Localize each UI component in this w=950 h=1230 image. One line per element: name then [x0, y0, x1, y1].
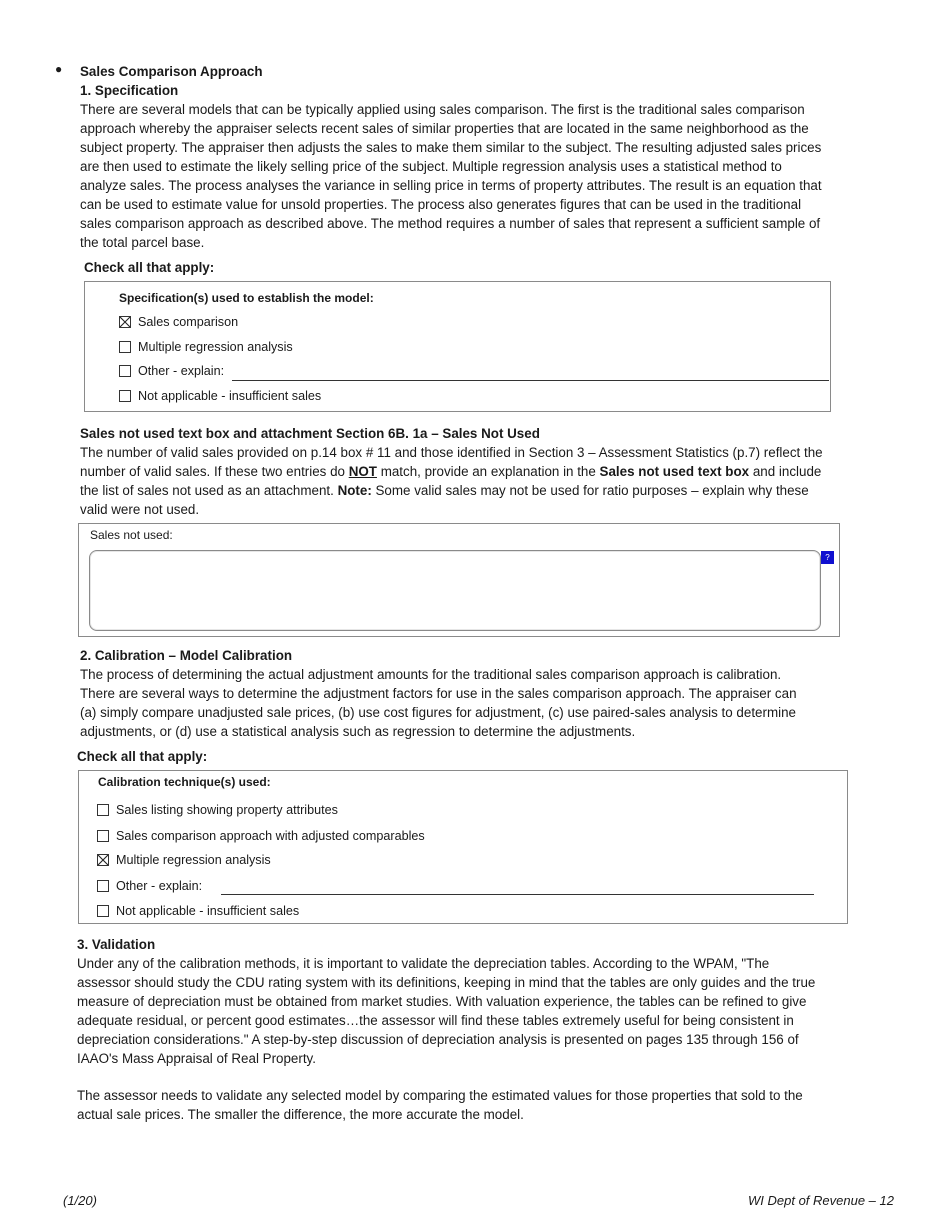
- section-heading-sales-comparison: Sales Comparison Approach: [80, 64, 263, 79]
- checkbox-icon[interactable]: [97, 880, 109, 892]
- text-line: There are several ways to determine the adjustment factors for use in the sales comparison approach. The appraiser can: [80, 686, 797, 701]
- option-multiple-regression[interactable]: [97, 853, 271, 867]
- sales-not-used-paragraph: [80, 443, 920, 519]
- calibration-box-title: Calibration technique(s) used:: [98, 775, 271, 789]
- text-line: adjustments, or (d) use a statistical analysis such as regression to determine the adjustments.: [80, 724, 636, 739]
- option-label: Sales listing showing property attributes: [116, 803, 338, 817]
- text-line: measure of depreciation must be obtained from market studies. With valuation experience, the tables can be refined to give: [77, 994, 807, 1009]
- text-line: depreciation considerations." A step-by-step discussion of depreciation analysis is presented on pages 135 through 156 of: [77, 1032, 799, 1047]
- other-explain-line[interactable]: [232, 380, 829, 381]
- text-line: Under any of the calibration methods, it is important to validate the depreciation tables. According to the WPAM, "The: [77, 956, 770, 971]
- specification-form-box: [84, 281, 831, 412]
- option-label: Multiple regression analysis: [138, 340, 293, 354]
- checkbox-icon[interactable]: [119, 341, 131, 353]
- text-span: the list of sales not used as an attachment.: [80, 483, 338, 498]
- option-sales-listing[interactable]: [97, 803, 338, 817]
- text-line: the total parcel base.: [80, 235, 205, 250]
- checkbox-icon[interactable]: [97, 830, 109, 842]
- text-line: sales comparison approach as described above. The method requires a number of sales that represent a sufficient sample of: [80, 216, 821, 231]
- sales-not-used-label: Sales not used:: [90, 528, 173, 542]
- footer-date: (1/20): [63, 1193, 97, 1208]
- text-line: There are several models that can be typically applied using sales comparison. The first is the traditional sales comparison: [80, 102, 805, 117]
- note-emphasis: Note:: [337, 483, 372, 498]
- bullet-icon: ●: [55, 62, 63, 76]
- text-line: (a) simply compare unadjusted sale prices, (b) use cost figures for adjustment, (c) use paired-sales analysis to determine: [80, 705, 796, 720]
- checkbox-checked-icon[interactable]: [119, 316, 131, 328]
- text-line: The assessor needs to validate any selected model by comparing the estimated values for those properties that sold to the: [77, 1088, 803, 1103]
- text-line: [80, 481, 920, 500]
- sales-not-used-textarea[interactable]: [89, 550, 821, 631]
- text-line: The process of determining the actual adjustment amounts for the traditional sales comparison approach is calibration.: [80, 667, 782, 682]
- validation-paragraph-1: [77, 954, 917, 1068]
- text-line: valid were not used.: [80, 502, 200, 517]
- option-sales-comparison-adjusted[interactable]: [97, 829, 425, 843]
- checkbox-icon[interactable]: [119, 390, 131, 402]
- validation-heading: 3. Validation: [77, 937, 156, 952]
- text-line: [80, 462, 920, 481]
- text-span: match, provide an explanation in the: [376, 464, 600, 479]
- checkbox-icon[interactable]: [119, 365, 131, 377]
- text-line: actual sale prices. The smaller the difference, the more accurate the model.: [77, 1107, 524, 1122]
- option-multiple-regression[interactable]: [119, 340, 293, 354]
- not-emphasis: NOT: [348, 464, 377, 479]
- checkbox-icon[interactable]: [97, 804, 109, 816]
- check-all-label-1: Check all that apply:: [84, 260, 215, 275]
- option-label: Not applicable - insufficient sales: [116, 904, 300, 918]
- option-label: Sales comparison approach with adjusted comparables: [116, 829, 425, 843]
- footer-page: WI Dept of Revenue – 12: [748, 1193, 894, 1208]
- text-line: can be used to estimate value for unsold properties. The process also generates figures that can be used in the traditional: [80, 197, 802, 212]
- other-explain-line[interactable]: [221, 894, 814, 895]
- text-line: are then used to estimate the likely selling price of the subject. Multiple regression analysis uses a statistical method to: [80, 159, 782, 174]
- text-line: IAAO's Mass Appraisal of Real Property.: [77, 1051, 316, 1066]
- sales-not-used-heading: Sales not used text box and attachment Section 6B. 1a – Sales Not Used: [80, 426, 540, 441]
- checkbox-checked-icon[interactable]: [97, 854, 109, 866]
- option-not-applicable[interactable]: [119, 389, 321, 403]
- check-all-label-2: Check all that apply:: [77, 749, 208, 764]
- specification-box-title: Specification(s) used to establish the model:: [119, 291, 374, 305]
- option-label: Not applicable - insufficient sales: [138, 389, 322, 403]
- option-label: Multiple regression analysis: [116, 853, 271, 867]
- text-line: The number of valid sales provided on p.14 box # 11 and those identified in Section 3 – Assessment Statistics (p.7) reflect the: [80, 445, 823, 460]
- calibration-form-box: [78, 770, 848, 924]
- text-span: Some valid sales may not be used for ratio purposes – explain why these: [371, 483, 809, 498]
- text-line: adequate residual, or percent good estimates…the assessor will find these tables extremely useful for being consistent in: [77, 1013, 794, 1028]
- option-other-explain[interactable]: [119, 364, 224, 378]
- calibration-paragraph: [80, 665, 910, 741]
- checkbox-icon[interactable]: [97, 905, 109, 917]
- option-other-explain[interactable]: [97, 879, 202, 893]
- help-icon[interactable]: ?: [821, 551, 834, 564]
- sales-not-used-form-box: [78, 523, 840, 637]
- text-line: analyze sales. The process analyses the variance in selling price in terms of property attributes. The result is an equation that: [80, 178, 822, 193]
- validation-paragraph-2: [77, 1086, 917, 1124]
- option-label: Sales comparison: [138, 315, 239, 329]
- calibration-heading: 2. Calibration – Model Calibration: [80, 648, 293, 663]
- bold-emphasis: Sales not used text box: [599, 464, 750, 479]
- subheading-specification: 1. Specification: [80, 83, 179, 98]
- option-label: Other - explain:: [116, 879, 203, 893]
- text-line: assessor should study the CDU rating system with its definitions, keeping in mind that the tables are only guides and the true: [77, 975, 816, 990]
- text-line: approach whereby the appraiser selects recent sales of similar properties that are located in the same neighborhood as the: [80, 121, 809, 136]
- specification-paragraph: [80, 100, 910, 252]
- option-label: Other - explain:: [138, 364, 225, 378]
- text-line: subject property. The appraiser then adjusts the sales to make them similar to the subject. The resulting adjusted sales prices: [80, 140, 822, 155]
- option-not-applicable[interactable]: [97, 904, 299, 918]
- option-sales-comparison[interactable]: [119, 315, 238, 329]
- text-span: number of valid sales. If these two entries do: [80, 464, 349, 479]
- text-span: and include: [749, 464, 822, 479]
